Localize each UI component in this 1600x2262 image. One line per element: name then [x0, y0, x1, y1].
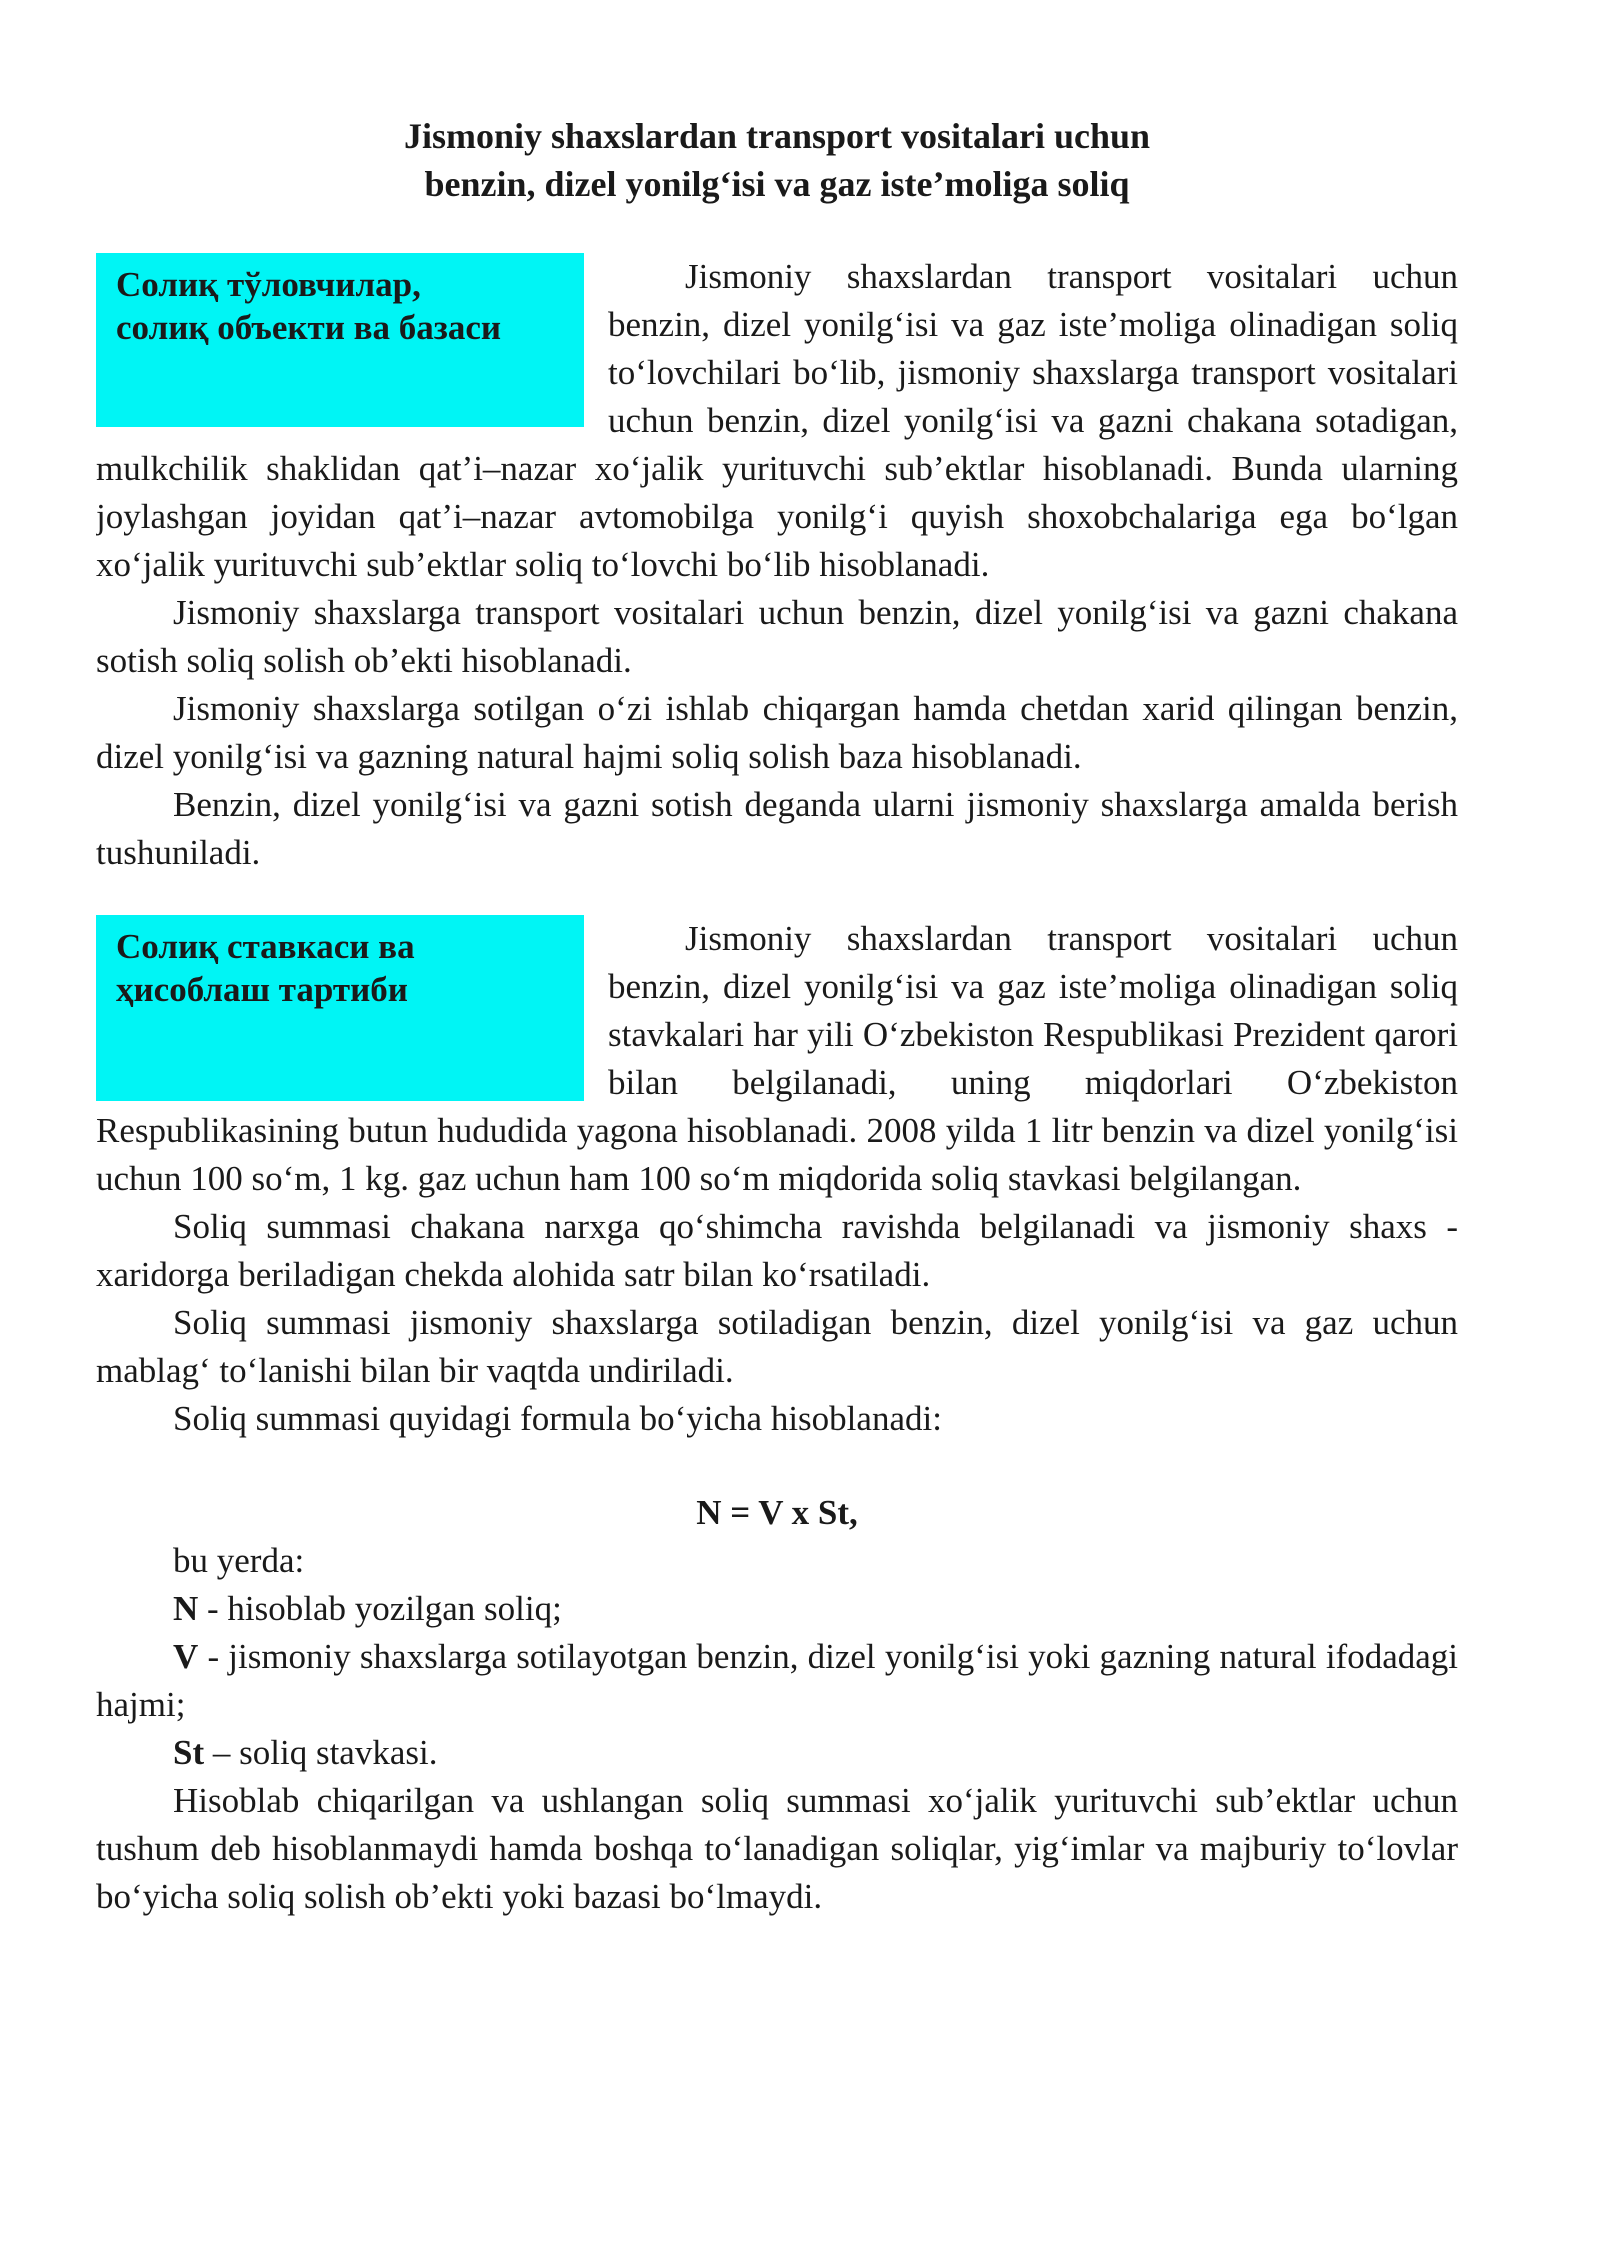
definition-term: N: [173, 1589, 199, 1628]
section-heading-line-1: Солиқ ставкаси ва: [116, 927, 415, 966]
paragraph: Benzin, dizel yonilg‘isi va gazni sotish deganda ularni jismoniy shaxslarga amalda berish tushuniladi.: [96, 785, 1458, 872]
paragraph: Soliq summasi quyidagi formula bo‘yicha hisoblanadi:: [173, 1399, 942, 1438]
definition-text: – soliq stavkasi.: [204, 1733, 438, 1772]
title-line-1: Jismoniy shaxslardan transport vositalari uchun: [403, 116, 1151, 156]
section-heading-line-2: солиқ объекти ва базаси: [116, 308, 502, 347]
paragraph: Soliq summasi chakana narxga qo‘shimcha ravishda belgilanadi va jismoniy shaxs - xaridorga beriladigan chekda alohida satr bilan ko‘rsatiladi.: [96, 1207, 1458, 1294]
definition-term: St: [173, 1733, 205, 1772]
paragraph: Jismoniy shaxslarga sotilgan o‘zi ishlab chiqargan hamda chetdan xarid qilingan benzin, dizel yonilg‘isi va gazning natural hajmi soliq solish baza hisoblanadi.: [96, 689, 1458, 776]
document-title: [96, 112, 1458, 208]
section-heading-line-2: ҳисоблаш тартиби: [116, 970, 408, 1009]
definition-n: [96, 1585, 1458, 1633]
section-taxpayers: [96, 253, 1458, 877]
definition-st: [96, 1729, 1458, 1777]
section-rates: [96, 915, 1458, 1921]
where-label: bu yerda:: [173, 1541, 305, 1580]
paragraph: Jismoniy shaxslardan transport vositalari uchun benzin, dizel yonilg‘isi va gaz iste’moliga olinadigan soliq to‘lovchilari bo‘lib, jismoniy shaxslarga transport vositalari uchun benzin, dizel yonilg‘isi va gazni chakana sotadigan, mulkchilik shaklidan qat’i–nazar xo‘jalik yurituvchi sub’ektlar hisoblanadi. Bunda ularning joylashgan joyidan qat’i–nazar avtomobilga yonilg‘i quyish shoxobchalariga ega bo‘lgan xo‘jalik yurituvchi sub’ektlar soliq to‘lovchi bo‘lib hisoblanadi.: [96, 257, 1458, 584]
paragraph: Jismoniy shaxslarga transport vositalari uchun benzin, dizel yonilg‘isi va gazni chakana sotish soliq solish ob’ekti hisoblanadi.: [96, 593, 1458, 680]
definition-text: - jismoniy shaxslarga sotilayotgan benzin, dizel yonilg‘isi yoki gazning natural ifodadagi hajmi;: [96, 1637, 1458, 1724]
section-heading-line-1: Солиқ тўловчилар,: [116, 265, 421, 304]
definition-text: - hisoblab yozilgan soliq;: [198, 1589, 562, 1628]
section-heading-box-taxpayers: [96, 253, 584, 427]
tax-formula: N = V x St,: [696, 1493, 858, 1532]
definition-v: [96, 1633, 1458, 1729]
paragraph: Soliq summasi jismoniy shaxslarga sotiladigan benzin, dizel yonilg‘isi va gaz uchun mablag‘ to‘lanishi bilan bir vaqtda undiriladi.: [96, 1303, 1458, 1390]
title-line-2: benzin, dizel yonilg‘isi va gaz iste’moliga soliq: [424, 164, 1130, 204]
definition-term: V: [173, 1637, 199, 1676]
closing-paragraph: Hisoblab chiqarilgan va ushlangan soliq summasi xo‘jalik yurituvchi sub’ektlar uchun tushum deb hisoblanmaydi hamda boshqa to‘lanadigan soliqlar, yig‘imlar va majburiy to‘lovlar bo‘yicha soliq solish ob’ekti yoki bazasi bo‘lmaydi.: [96, 1781, 1458, 1916]
page-content: [96, 112, 1458, 1921]
paragraph: Jismoniy shaxslardan transport vositalari uchun benzin, dizel yonilg‘isi va gaz iste’moliga olinadigan soliq stavkalari har yili O‘zbekiston Respublikasi Prezident qarori bilan belgilanadi, uning miqdorlari O‘zbekiston Respublikasining butun hududida yagona hisoblanadi. 2008 yilda 1 litr benzin va dizel yonilg‘isi uchun 100 so‘m, 1 kg. gaz uchun ham 100 so‘m miqdorida soliq stavkasi belgilangan.: [96, 919, 1458, 1198]
section-heading-box-rates: [96, 915, 584, 1101]
